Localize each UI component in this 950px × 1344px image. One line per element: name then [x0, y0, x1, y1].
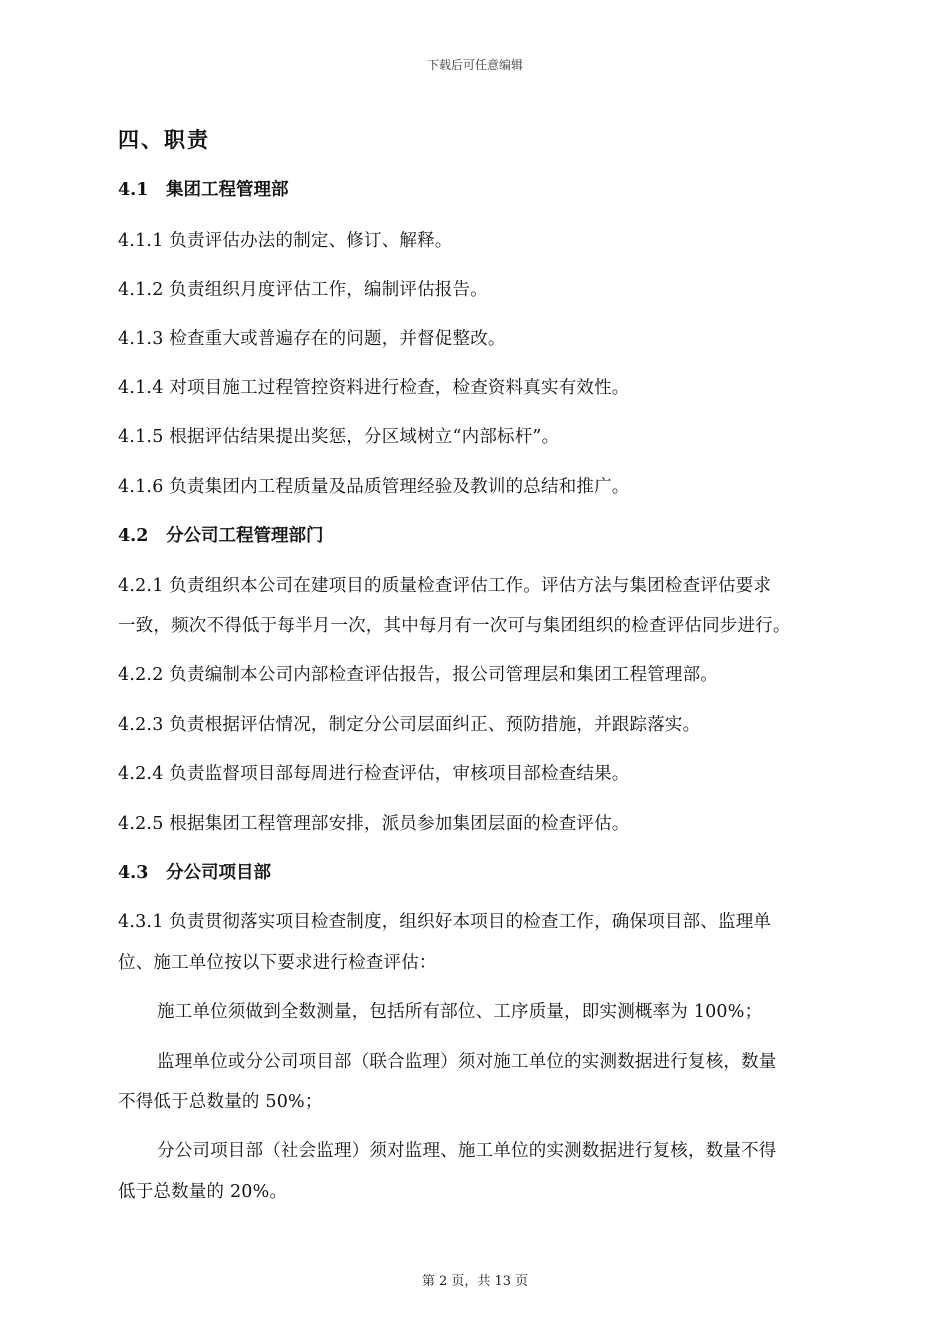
paragraph-4-1-5: 4.1.5 根据评估结果提出奖惩，分区域树立“内部标杆”。 [118, 427, 560, 447]
heading-number: 4.1 [118, 180, 149, 200]
heading-number: 4.3 [118, 863, 149, 883]
paragraph-social-supervision-line2: 低于总数量的 20%。 [118, 1182, 288, 1202]
paragraph-construction-unit: 施工单位须做到全数测量，包括所有部位、工序质量，即实测概率为 100%； [157, 1002, 763, 1022]
paragraph-supervision-line2: 不得低于总数量的 50%； [118, 1092, 323, 1112]
paragraph-4-1-6: 4.1.6 负责集团内工程质量及品质管理经验及教训的总结和推广。 [118, 477, 630, 497]
paragraph-4-2-1-line1: 4.2.1 负责组织本公司在建项目的质量检查评估工作。评估方法与集团检查评估要求 [118, 576, 772, 596]
paragraph-4-3-1-line2: 位、施工单位按以下要求进行检查评估： [118, 953, 437, 973]
paragraph-4-1-4: 4.1.4 对项目施工过程管控资料进行检查，检查资料真实有效性。 [118, 378, 630, 398]
paragraph-4-2-4: 4.2.4 负责监督项目部每周进行检查评估，审核项目部检查结果。 [118, 764, 630, 784]
page-footer: 第 2 页，共 13 页 [421, 1274, 529, 1289]
paragraph-4-2-3: 4.2.3 负责根据评估情况，制定分公司层面纠正、预防措施，并跟踪落实。 [118, 715, 701, 735]
heading-4-2 [118, 524, 324, 548]
paragraph-social-supervision-line1: 分公司项目部（社会监理）须对监理、施工单位的实测数据进行复核，数量不得 [157, 1141, 777, 1161]
paragraph-supervision-line1: 监理单位或分公司项目部（联合监理）须对施工单位的实测数据进行复核，数量 [157, 1052, 777, 1072]
paragraph-4-3-1-line1: 4.3.1 负责贯彻落实项目检查制度，组织好本项目的检查工作，确保项目部、监理单 [118, 912, 772, 932]
heading-number: 4.2 [118, 526, 149, 546]
paragraph-4-1-2: 4.1.2 负责组织月度评估工作，编制评估报告。 [118, 280, 488, 300]
heading-title: 分公司工程管理部门 [166, 526, 324, 546]
section-title: 四、职责 [118, 127, 210, 152]
paragraph-4-2-5: 4.2.5 根据集团工程管理部安排，派员参加集团层面的检查评估。 [118, 814, 630, 834]
paragraph-4-1-1: 4.1.1 负责评估办法的制定、修订、解释。 [118, 231, 453, 251]
heading-4-1 [118, 178, 289, 202]
heading-title: 集团工程管理部 [166, 180, 289, 200]
paragraph-4-2-1-line2: 一致，频次不得低于每半月一次，其中每月有一次可与集团组织的检查评估同步进行。 [118, 616, 791, 636]
heading-4-3 [118, 861, 271, 885]
paragraph-4-1-3: 4.1.3 检查重大或普遍存在的问题，并督促整改。 [118, 329, 506, 349]
page-header: 下载后可任意编辑 [426, 58, 523, 72]
paragraph-4-2-2: 4.2.2 负责编制本公司内部检查评估报告，报公司管理层和集团工程管理部。 [118, 665, 718, 685]
heading-title: 分公司项目部 [166, 863, 271, 883]
